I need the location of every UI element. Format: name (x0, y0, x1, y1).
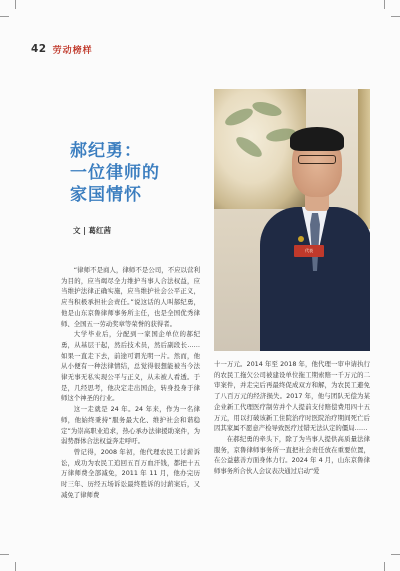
crop-mark (15, 562, 16, 571)
crop-mark (384, 0, 385, 9)
portrait-photo (214, 89, 370, 351)
article-title (70, 140, 210, 206)
section-name: 劳动榜样 (52, 45, 93, 56)
article-column-left (61, 265, 200, 500)
paragraph: 十一万元。2014 年至 2018 年，他代理一审申请执行的农民工拖欠公司被建设单位拖工期索赔一千万元的二审案件，并走完后再最终促成双方和解，为农民工避免了八百万元的经济损失。2017 年，他与团队无偿为某企业新工代理医疗制劳并个人提前支付赔偿费用四十五万元，用以打破该新工住院治疗时医院治疗期间死亡后因其家属不愿意产检导致医疗过错无法认定的僵局…… (214, 360, 370, 433)
person-hair (290, 127, 344, 151)
article-column-right (214, 359, 370, 477)
picture-frame (358, 89, 370, 229)
paragraph: 大学毕业后，分配到一家国企单位的郝纪勇，从基层干起，然后技术员，然后副段长……如果一直走下去，前途可谓光明一片。然而，他从小便有一种法律情结，总觉得很想能被当今法律无事无私实现公平与正义，从未被人看透。于是，几经思考，他决定走出国企，转身投身于律师这个神圣的行业。 (61, 330, 200, 403)
title-line: 家国情怀 (70, 185, 142, 205)
crop-mark (0, 554, 9, 555)
crop-mark (15, 0, 16, 9)
glasses-icon (298, 155, 336, 164)
delegate-badge: 代表 (294, 245, 324, 257)
running-header (31, 42, 93, 56)
title-line: 一位律师的 (70, 163, 160, 183)
title-line: 郝纪勇： (70, 141, 142, 161)
crop-mark (391, 554, 400, 555)
byline: 文 | 葛红茜 (73, 226, 111, 235)
crop-mark (0, 16, 9, 17)
lapel-pin-icon (298, 236, 304, 242)
paragraph: “律师不是商人，律师不是公司，不应以营利为目的，应当竭尽全力维护当事人合法权益，应当维护法律正确实施，应当维护社会公平正义，应当积极承担社会责任。”说这话的人叫郝纪勇，他是山东京鲁律师事务所主任，也是全国优秀律师、全国五一劳动奖章等荣誉的获得者。 (61, 266, 200, 328)
crop-mark (391, 16, 400, 17)
paragraph: 这一走就是 24 年。24 年来，作为一名律师，他始终秉持“服务最大化、维护社会和谐稳定”为崇高职业追求，热心承办法律援助案件，为弱势群体合法权益奔走呼吁。 (61, 405, 200, 446)
crop-mark (384, 562, 385, 571)
paragraph: 在郝纪勇的牵头下，除了为当事人提供高质量法律服务，京鲁律师事务所一直把社会责任放在重要位置，在公益慈善方面身体力行。2024 年 4 月，山东京鲁律师事务所合伙人会议表决通过启动“爱 (214, 434, 370, 476)
page-number: 42 (31, 43, 47, 55)
paragraph: 曾记得，2008 年初，他代理农民工讨薪诉讼，成功为农民工追回五百万血汗钱，都把十五万律师费全部减免，2011 年 11 月，他办完历时三年、历经五场诉讼最终胜诉的讨薪案后，又减免了律师费 (61, 447, 200, 499)
